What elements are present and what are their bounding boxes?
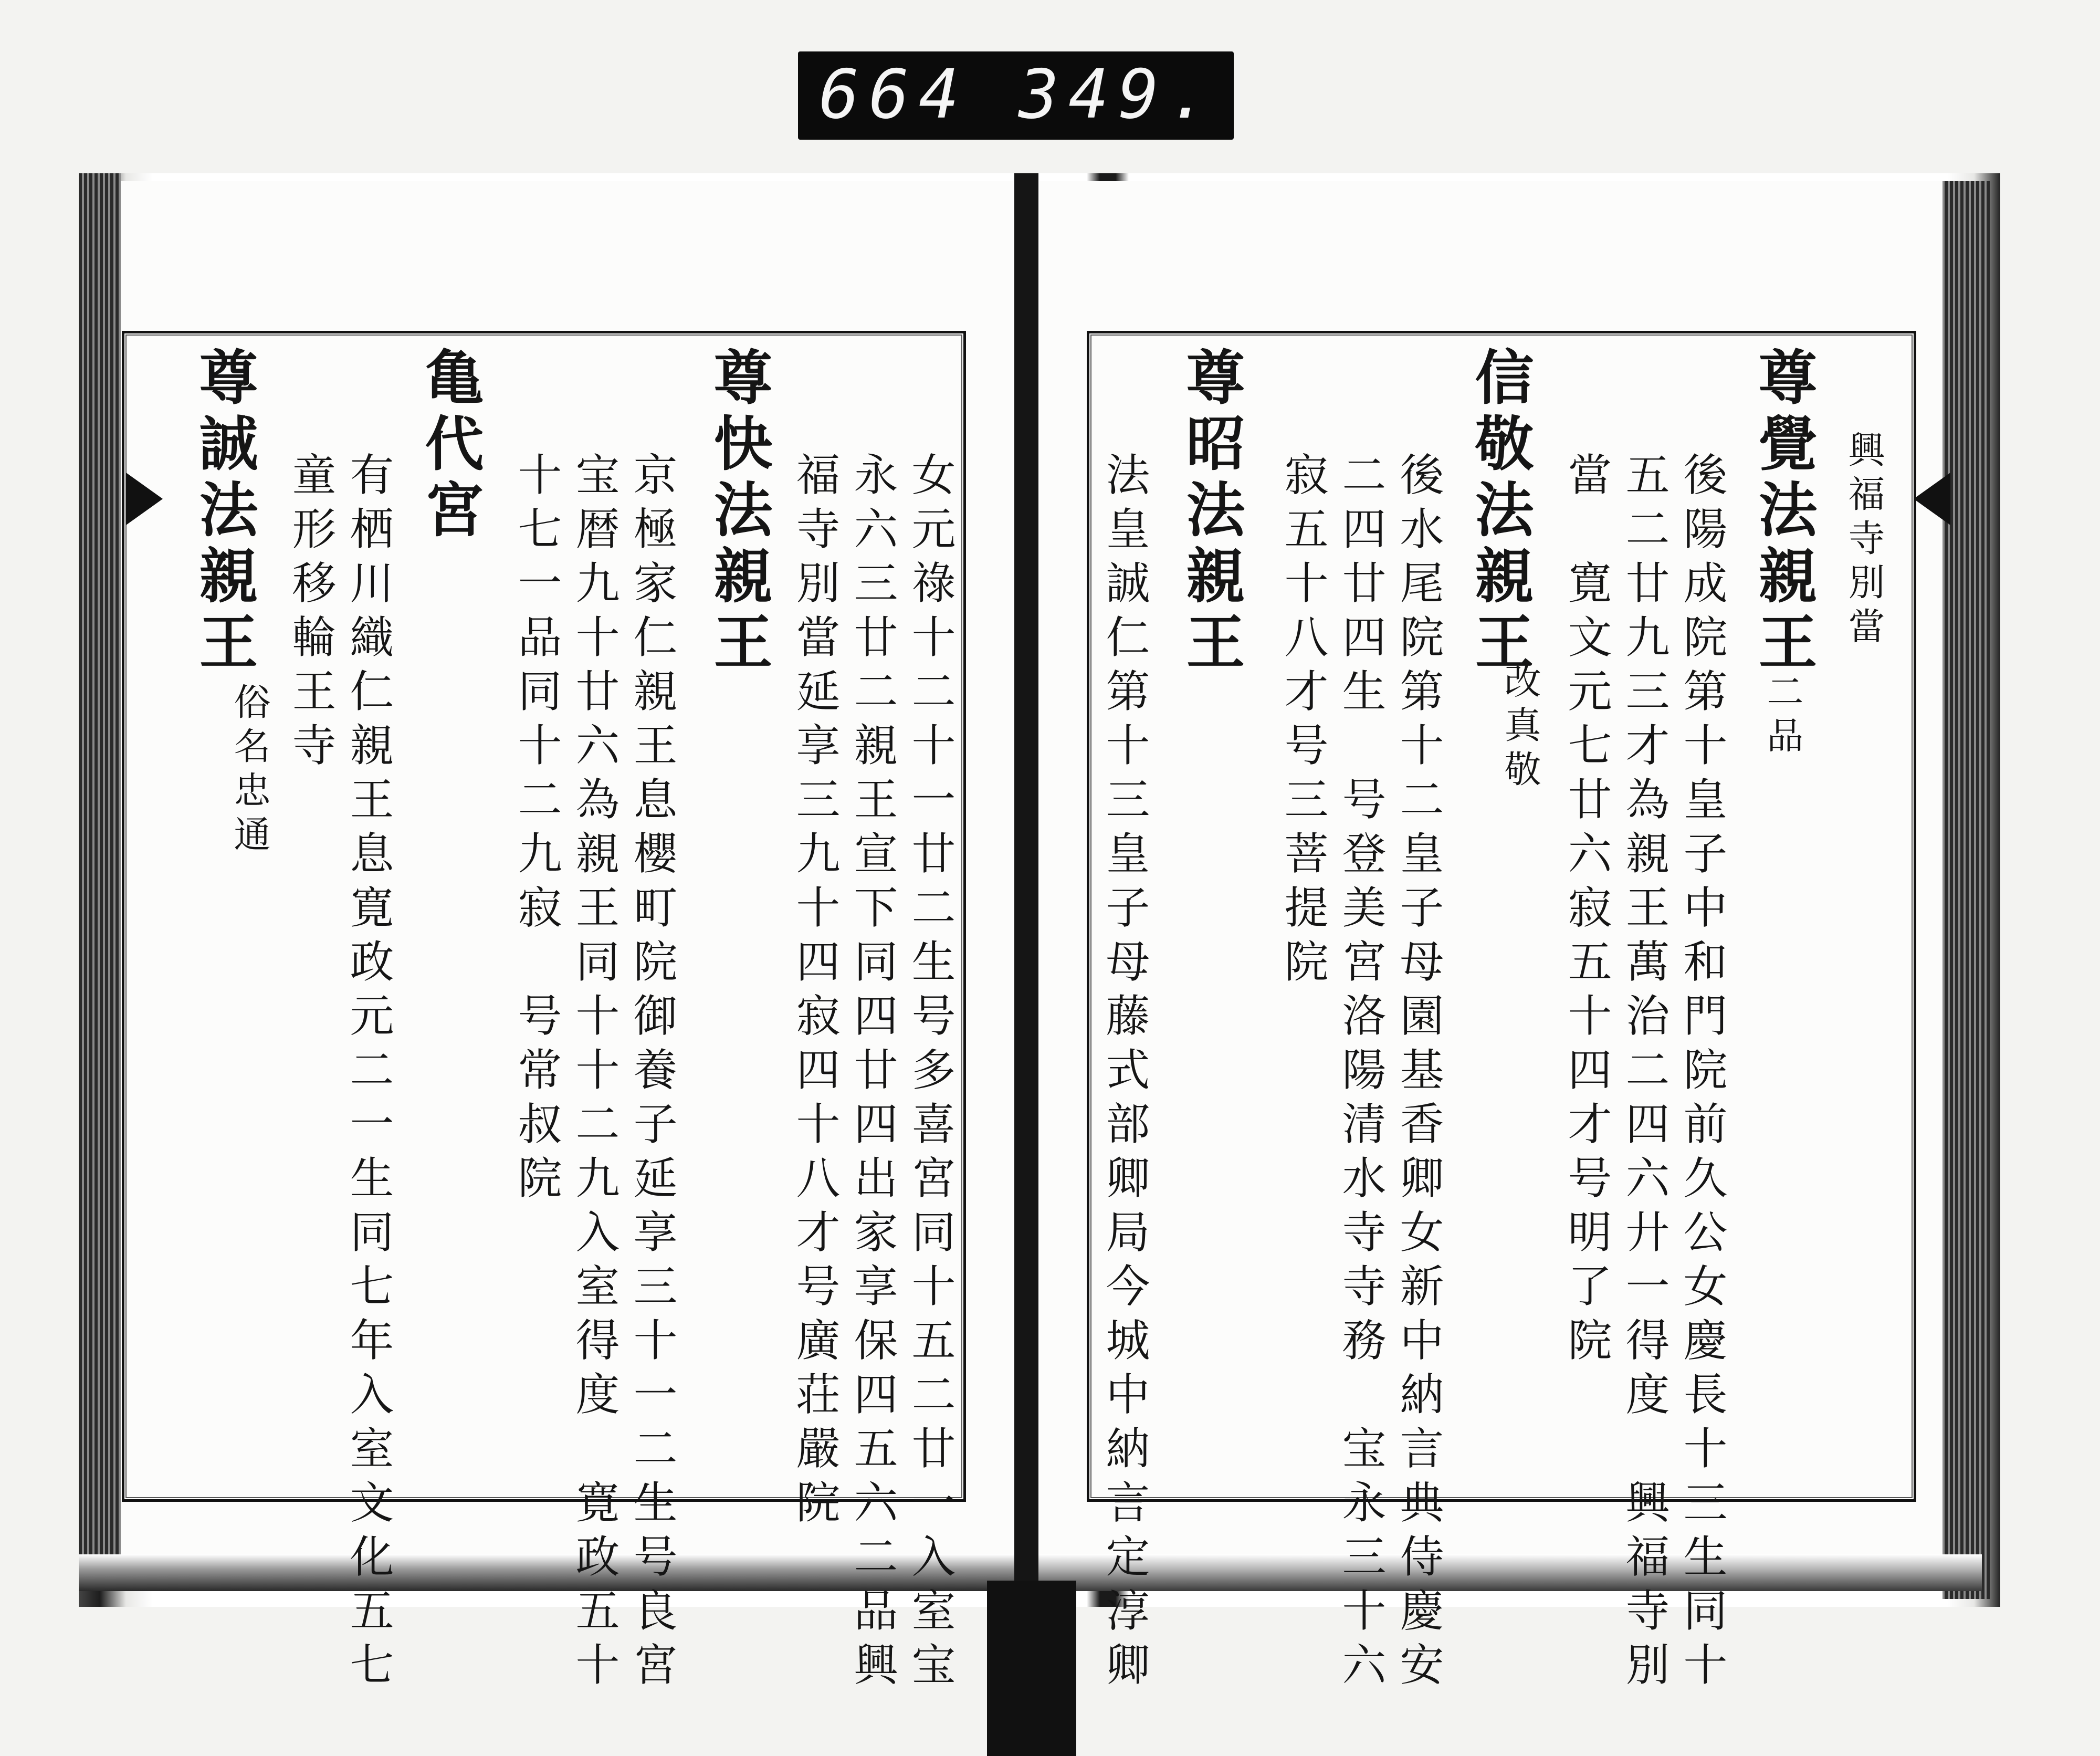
entry-title: 亀代宮: [415, 347, 484, 545]
entry-text: 十七一品同十二九寂 号常叔院: [511, 452, 562, 1209]
left-fold-mark: [126, 473, 163, 525]
entry-text: 有栖川織仁親王息寛政元二一生同七年入室文化五七: [343, 452, 394, 1696]
entry-text: 五二廿九三才為親王萬治二四六廾一得度 興福寺別: [1619, 452, 1670, 1696]
entry-title: 信敬法親王: [1465, 347, 1534, 677]
secular-name-note: 俗名忠通: [228, 683, 271, 859]
entry-text: 當 寛文元七廿六寂五十四才号明了院: [1561, 452, 1612, 1371]
entry-text: 寂五十八才号三菩提院: [1277, 452, 1329, 992]
entry-text: 後陽成院第十皇子中和門院前久公女慶長十三生同十: [1676, 452, 1728, 1696]
book-gutter: [1014, 173, 1038, 1591]
entry-title: 尊覺法親王: [1749, 347, 1818, 677]
left-page-edge: [79, 173, 121, 1591]
rank-note: 二品: [1761, 672, 1804, 760]
entry-text: 二四廿四生 号登美宮洛陽清水寺寺務 宝永三十六: [1335, 452, 1387, 1696]
entry-title: 尊快法親王: [704, 347, 773, 677]
entry-text: 永六三廿二親王宣下同四廿四出家享保四五六二品興: [847, 452, 898, 1696]
page-header: 興福寺別當: [1842, 431, 1885, 651]
entry-text: 京極家仁親王息櫻町院御養子延享三十一二生号良宮: [626, 452, 678, 1696]
right-page-edge: [1942, 181, 1990, 1599]
right-page-bottom-edge: [1037, 1554, 1982, 1591]
entry-text: 福寺別當延享三九十四寂四十八才号廣荘嚴院: [789, 452, 841, 1533]
binding-tab: [987, 1581, 1076, 1756]
entry-text: 後水尾院第十二皇子母園基香卿女新中納言典侍慶安: [1393, 452, 1444, 1696]
entry-text: 女元祿十二十一廿二生号多喜宮同十五二廿一入室宝: [905, 452, 956, 1696]
entry-title: 尊誠法親王: [190, 347, 258, 677]
right-fold-mark: [1914, 473, 1950, 525]
entry-text: 宝暦九十廿六為親王同十十二九入室得度 寛政五十: [569, 452, 620, 1696]
name-change-note: 改真敬: [1498, 662, 1541, 794]
catalog-label: 664 349.: [818, 56, 1219, 134]
entry-text: 法皇誠仁第十三皇子母藤式部卿局今城中納言定淳卿: [1099, 452, 1150, 1696]
entry-title: 尊昭法親王: [1177, 347, 1245, 677]
entry-text: 童形移輪王寺: [285, 452, 337, 776]
